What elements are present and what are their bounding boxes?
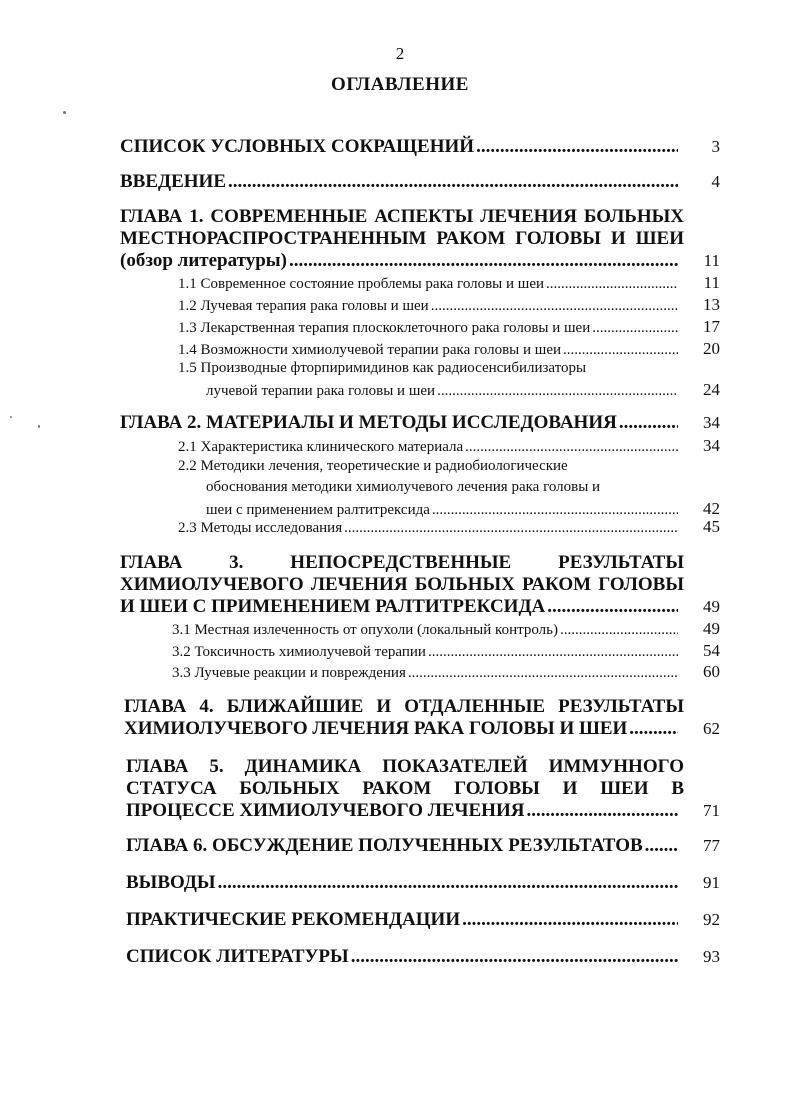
page-title: ОГЛАВЛЕНИЕ	[331, 74, 469, 95]
toc-entry-chapter-4[interactable]	[124, 696, 720, 740]
toc-entry-section-3-1[interactable]	[172, 618, 720, 641]
page-ref: 60	[703, 662, 720, 681]
page-ref: 54	[703, 641, 720, 660]
dot-leader	[619, 412, 678, 434]
page-ref: 45	[703, 517, 720, 536]
toc-entry-section-1-5[interactable]	[178, 358, 720, 402]
scan-speck	[10, 416, 12, 418]
page-ref: 62	[703, 719, 720, 738]
toc-entry-chapter-6[interactable]	[126, 835, 720, 857]
toc-entry-label: ГЛАВА 6. ОБСУЖДЕНИЕ ПОЛУЧЕННЫХ РЕЗУЛЬТАТОВ	[126, 835, 643, 856]
page-ref: 71	[703, 801, 720, 820]
dot-leader	[289, 250, 678, 272]
toc-entry-label: обоснования методики химиолучевого лечения рака головы и	[206, 479, 601, 495]
dot-leader	[645, 835, 678, 857]
toc-entry-section-1-1[interactable]	[178, 272, 720, 295]
toc-entry-label: ГЛАВА 5. ДИНАМИКА ПОКАЗАТЕЛЕЙ ИММУННОГО	[126, 756, 684, 777]
toc-entry-conclusions[interactable]	[126, 872, 720, 894]
page-ref: 13	[703, 295, 720, 314]
dot-leader	[351, 946, 678, 968]
page-ref: 3	[711, 137, 720, 156]
toc-entry-label: 2.3 Методы исследования	[178, 520, 343, 536]
toc-entry-section-1-3[interactable]	[178, 316, 720, 339]
toc-entry-label: ХИМИОЛУЧЕВОГО ЛЕЧЕНИЯ РАКА ГОЛОВЫ И ШЕИ	[124, 718, 628, 739]
dot-leader	[428, 642, 678, 663]
dot-leader	[228, 171, 678, 193]
toc-entry-label: ВВЕДЕНИЕ	[120, 171, 226, 192]
toc-entry-label: СПИСОК УСЛОВНЫХ СОКРАЩЕНИЙ	[120, 136, 475, 157]
toc-entry-label: СТАТУСА БОЛЬНЫХ РАКОМ ГОЛОВЫ И ШЕИ В	[126, 778, 684, 799]
toc-entry-section-3-2[interactable]	[172, 640, 720, 663]
page-ref: 91	[703, 873, 720, 892]
toc-entry-label: 1.5 Производные фторпиримидинов как радиосенсибилизаторы	[178, 360, 587, 376]
dot-leader	[526, 800, 678, 822]
toc-entry-chapter-3[interactable]	[120, 552, 720, 618]
toc-entry-label: 3.1 Местная излеченность от опухоли (локальный контроль)	[172, 622, 558, 638]
toc-entry-chapter-1[interactable]	[120, 206, 720, 272]
page-ref: 93	[703, 947, 720, 966]
toc-entry-chapter-5[interactable]	[126, 756, 720, 822]
toc-entry-label: ПРОЦЕССЕ ХИМИОЛУЧЕВОГО ЛЕЧЕНИЯ	[126, 800, 525, 821]
dot-leader	[560, 620, 678, 641]
dot-leader	[218, 872, 678, 894]
toc-entry-label: шеи с применением ралтитрексида	[206, 502, 430, 518]
toc-entry-label: ПРАКТИЧЕСКИЕ РЕКОМЕНДАЦИИ	[126, 909, 461, 930]
dot-leader	[437, 381, 678, 402]
dot-leader	[547, 596, 678, 618]
toc-entry-section-2-3[interactable]	[178, 516, 720, 539]
toc-entry-label: 2.1 Характеристика клинического материала	[178, 439, 464, 455]
page-ref: 34	[703, 436, 720, 455]
dot-leader	[476, 136, 678, 158]
toc-entry-label: 1.4 Возможности химиолучевой терапии рака головы и шеи	[178, 342, 562, 358]
page-ref: 20	[703, 339, 720, 358]
toc-entry-label: 1.1 Современное состояние проблемы рака головы и шеи	[178, 276, 545, 292]
toc-entry-label: лучевой терапии рака головы и шеи	[206, 383, 436, 399]
toc-entry-section-2-1[interactable]	[178, 435, 720, 458]
toc-entry-section-1-2[interactable]	[178, 294, 720, 317]
dot-leader	[431, 296, 678, 317]
page-ref: 49	[703, 619, 720, 638]
toc-entry-label: ХИМИОЛУЧЕВОГО ЛЕЧЕНИЯ БОЛЬНЫХ РАКОМ ГОЛОВЫ	[120, 574, 684, 595]
page-ref: 24	[703, 380, 720, 399]
toc-entry-references[interactable]	[126, 946, 720, 968]
page-ref: 4	[711, 172, 720, 191]
toc-entry-label: 2.2 Методики лечения, теоретические и радиобиологические	[178, 458, 568, 474]
toc-entry-label: СПИСОК ЛИТЕРАТУРЫ	[126, 946, 349, 967]
toc-entry-label: ГЛАВА 3. НЕПОСРЕДСТВЕННЫЕ РЕЗУЛЬТАТЫ	[120, 552, 684, 573]
toc-entry-abbreviations[interactable]	[120, 136, 720, 158]
toc-entry-recommendations[interactable]	[126, 909, 720, 931]
toc-entry-label: 3.2 Токсичность химиолучевой терапии	[172, 644, 426, 660]
dot-leader	[462, 909, 678, 931]
toc-entry-label: (обзор литературы)	[120, 250, 287, 271]
toc-entry-label: 1.2 Лучевая терапия рака головы и шеи	[178, 298, 429, 314]
toc-entry-label: 3.3 Лучевые реакции и повреждения	[172, 665, 406, 681]
toc-entry-chapter-2[interactable]	[120, 412, 720, 434]
toc-entry-introduction[interactable]	[120, 171, 720, 193]
toc-entry-label: МЕСТНОРАСПРОСТРАНЕННЫМ РАКОМ ГОЛОВЫ И ШЕИ	[120, 228, 684, 249]
page-ref: 34	[703, 413, 720, 432]
toc-entry-label: И ШЕИ С ПРИМЕНЕНИЕМ РАЛТИТРЕКСИДА	[120, 596, 546, 617]
page-ref: 11	[703, 251, 720, 270]
dot-leader	[629, 718, 678, 740]
page-ref: 92	[703, 910, 720, 929]
page-number: 2	[395, 44, 405, 63]
toc-entry-label: ГЛАВА 4. БЛИЖАЙШИЕ И ОТДАЛЕННЫЕ РЕЗУЛЬТАТЫ	[124, 696, 684, 717]
dot-leader	[408, 663, 678, 684]
page-ref: 42	[703, 499, 720, 518]
page-ref: 77	[703, 836, 720, 855]
dot-leader	[592, 318, 678, 339]
dot-leader	[465, 437, 678, 458]
scan-speck	[38, 425, 40, 428]
dot-leader	[344, 518, 678, 539]
page-ref: 17	[703, 317, 720, 336]
page-ref: 11	[703, 273, 720, 292]
toc-entry-label: 1.3 Лекарственная терапия плоскоклеточного рака головы и шеи	[178, 320, 591, 336]
toc-entry-label: ГЛАВА 1. СОВРЕМЕННЫЕ АСПЕКТЫ ЛЕЧЕНИЯ БОЛЬНЫХ	[120, 206, 684, 227]
dot-leader	[546, 274, 678, 295]
toc-entry-section-2-2[interactable]	[178, 456, 720, 521]
toc-entry-section-3-3[interactable]	[172, 661, 720, 684]
page-ref: 49	[703, 597, 720, 616]
toc-entry-label: ВЫВОДЫ	[126, 872, 216, 893]
scan-speck	[63, 111, 66, 114]
toc-entry-label: ГЛАВА 2. МАТЕРИАЛЫ И МЕТОДЫ ИССЛЕДОВАНИЯ	[120, 412, 617, 433]
